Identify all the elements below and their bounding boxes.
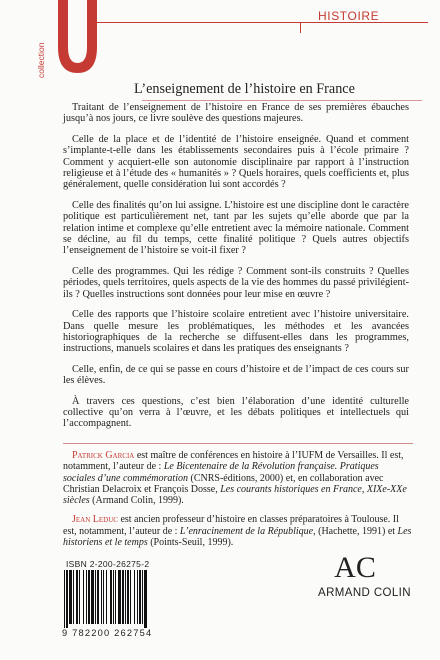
blurb-paragraph: À travers ces questions, c’est bien l’élaboration d’une identité culturelle collective qu’on verra à l’œuvre, et les débats politiques et intellectuels qui l’accompagnent. [63, 395, 409, 430]
blurb-paragraph: Celle des finalités qu’on lui assigne. L’histoire est une discipline dont le caractère politique est particulièrement net, tant par les sujets qu’elle aborde que par la relation intime et complexe qu’elle entretient avec la mémoire nationale. Comment se décline, au fil du temps, cette finalité politique ? Quels autres objectifs l’enseignement de l’histoire se voit-il fixer ? [63, 199, 409, 257]
barcode-bar [106, 570, 107, 624]
barcode-bar [91, 570, 94, 624]
blurb-paragraph: Celle de la place et de l’identité de l’histoire enseignée. Quand et comment s’implante-t-elle dans les établissements secondaires puis à l’école primaire ? Comment y acquiert-elle son autonomie disciplinaire par rapport à l’instruction religieuse et à l’étude des « humanités » ? Quels horaires, quels coefficients et, plus généralement, quelle considération lui sont accordés ? [63, 133, 409, 191]
blurb-paragraph: Celle, enfin, de ce qui se passe en cours d’histoire et de l’impact de ces cours sur les élèves. [63, 363, 409, 387]
publisher-name: ARMAND COLIN [318, 587, 411, 599]
barcode-bar [130, 570, 131, 624]
barcode-bar [125, 570, 126, 624]
barcode-bar [64, 570, 65, 628]
book-reference: Les historiens et le temps [63, 525, 412, 549]
book-title: L’enseignement de l’histoire en France [134, 81, 355, 97]
book-reference: Les courants historiques en France, XIXe-XXe siècles [63, 483, 407, 507]
barcode-bar [113, 570, 114, 624]
barcode-bar [144, 570, 147, 628]
author-name: Jean Leduc [72, 514, 118, 526]
barcode-bar [118, 570, 121, 624]
barcode-bar [101, 570, 102, 624]
barcode-bar [83, 570, 84, 624]
barcode-bar [95, 570, 96, 624]
isbn: ISBN 2-200-26275-2 [66, 559, 150, 569]
barcode [62, 570, 184, 628]
svg-text:AC: AC [334, 551, 376, 584]
barcode-bar [115, 570, 116, 624]
book-reference: L’enracinement de la République [179, 525, 314, 537]
book-reference: Le Bicentenaire de la Révolution française. Pratiques sociales d’une commémoration [63, 461, 379, 484]
series-name: HISTOIRE [318, 9, 380, 23]
blurb-paragraph: Celle des programmes. Qui les rédige ? Comment sont-ils construits ? Quelles périodes, quels territoires, quels aspects de la vie des hommes du passé privilégient-ils ? Quelles instructions sont données pour leur mise en œuvre ? [63, 265, 409, 300]
barcode-bar [97, 570, 99, 624]
barcode-bar [103, 570, 104, 624]
barcode-bar [134, 570, 135, 624]
barcode-bar [69, 570, 72, 624]
barcode-bar [76, 570, 78, 624]
barcode-bar [139, 570, 141, 624]
title-rule [142, 100, 422, 101]
barcode-bar [88, 570, 90, 624]
blurb-paragraph: Celle des rapports que l’histoire scolaire entretient avec l’histoire universitaire. Dans quelle mesure les problématiques, les méthodes et les avancées historiographiques de la recherche se diffusent-elles dans les programmes, instructions, manuels scolaires et dans les pratiques des enseignants ? [63, 309, 409, 355]
barcode-number: 9 782200 262754 [62, 628, 153, 638]
barcode-bar [86, 570, 87, 624]
blurb [63, 102, 409, 439]
author-bio: Jean Leduc est ancien professeur d’histoire en classes préparatoires à Toulouse. Il est, notamment, l’auteur de : L’enracinement de la République, (Hachette, 1991) et Les historiens et le temps (Points-Seuil, 1999). [63, 514, 412, 549]
collection-label [36, 18, 46, 78]
barcode-bar [79, 570, 80, 624]
collection-u-logo [54, 0, 101, 75]
barcode-bar [122, 570, 124, 624]
barcode-bar [66, 570, 68, 628]
header-rule-tick [300, 22, 301, 33]
svg-text:collection: collection [36, 42, 46, 78]
barcode-bar [73, 570, 74, 624]
publisher-logo [334, 549, 376, 584]
author-bio: Patrick Garcia est maître de conférences en histoire à l’IUFM de Versailles. Il est, notamment, l’auteur de : Le Bicentenaire de la Révolution française. Pratiques sociales d’une commémoration (CNRS-éditions, 2000) et, en collaboration avec Christian Delacroix et François Dosse, Les courants historiques en France, XIXe-XXe siècles (Armand Colin, 1999). [63, 450, 407, 507]
barcode-bar [110, 570, 112, 624]
author-name: Patrick Garcia [72, 450, 135, 461]
barcode-bar [137, 570, 138, 624]
barcode-bar [142, 570, 143, 624]
author-bios [63, 443, 413, 556]
barcode-bar [127, 570, 129, 624]
blurb-paragraph: Traitant de l’enseignement de l’histoire en France de ses premières ébauches jusqu’à nos jours, ce livre soulève des questions majeures. [63, 102, 409, 125]
